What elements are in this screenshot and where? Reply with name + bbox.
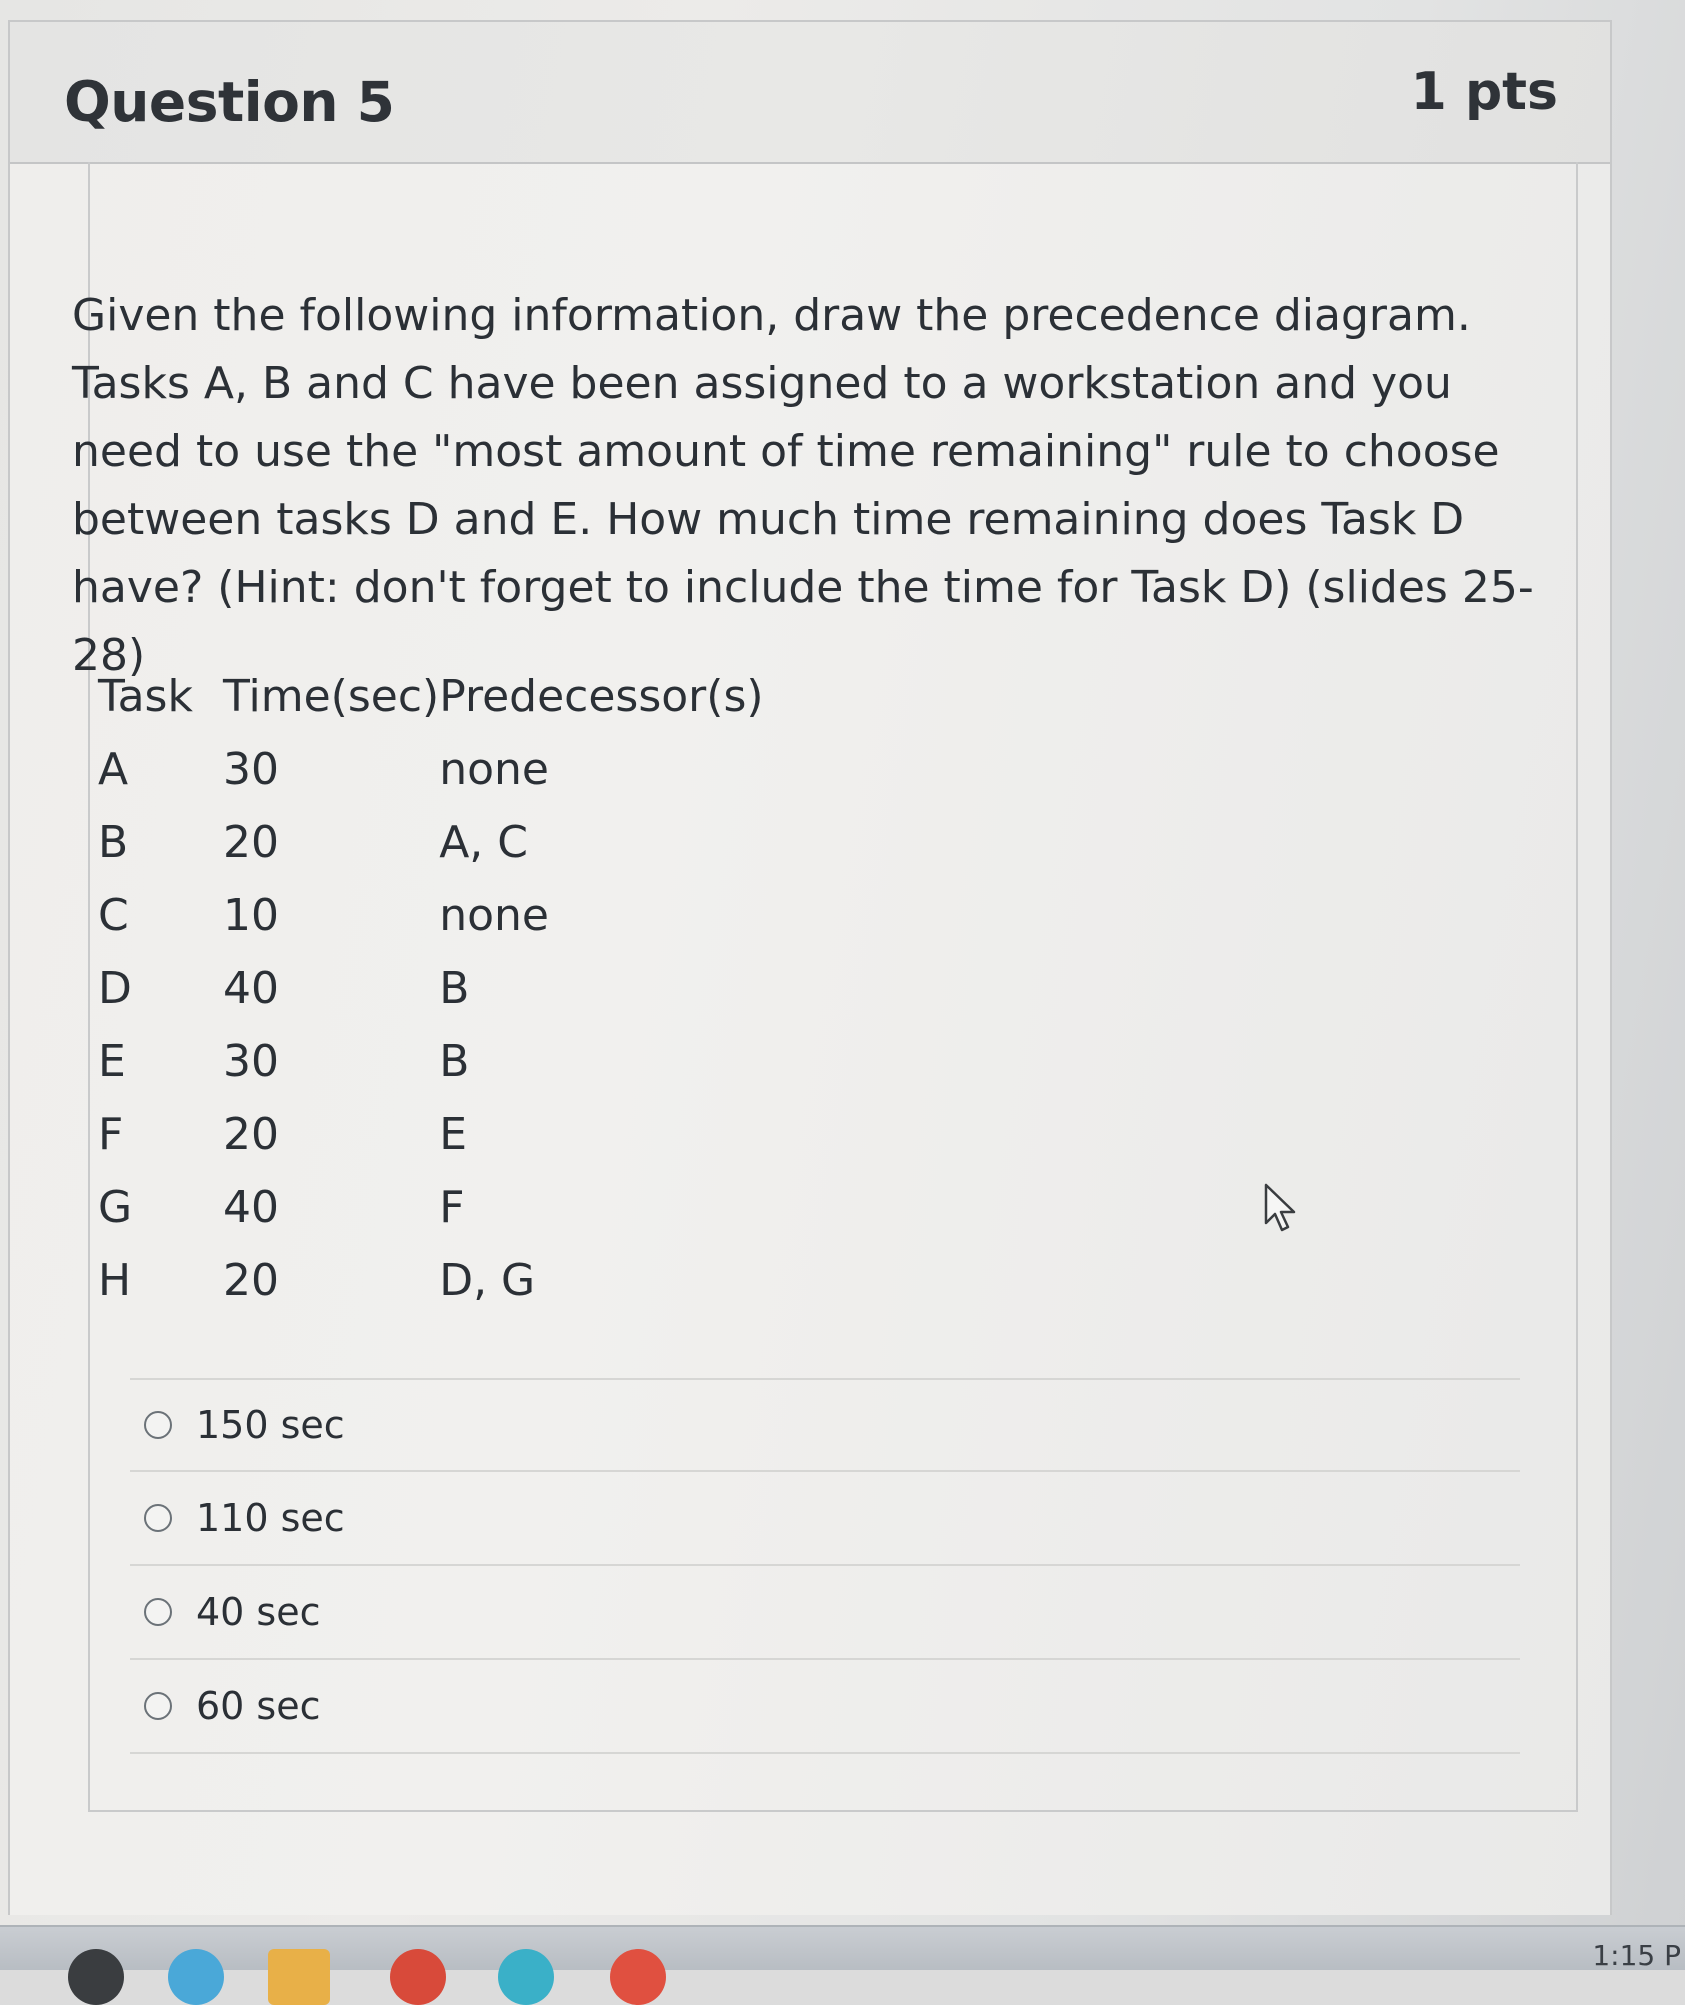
predecessor-cell: E xyxy=(439,1109,468,1160)
answer-option[interactable] xyxy=(130,1472,1520,1566)
radio-button[interactable] xyxy=(144,1598,172,1626)
app-icon-3[interactable] xyxy=(498,1949,554,2005)
time-cell: 30 xyxy=(223,744,279,795)
predecessor-cell: B xyxy=(439,963,470,1014)
answer-list xyxy=(130,1378,1520,1754)
time-cell: 10 xyxy=(223,890,279,941)
task-cell: B xyxy=(98,817,129,868)
predecessor-cell: none xyxy=(439,890,549,941)
app-icon-4[interactable] xyxy=(610,1949,666,2005)
answer-option[interactable] xyxy=(130,1378,1520,1472)
table-header-predecessors: Predecessor(s) xyxy=(439,671,764,722)
time-cell: 30 xyxy=(223,1036,279,1087)
folder-icon[interactable] xyxy=(268,1949,330,2005)
task-cell: G xyxy=(98,1182,133,1233)
question-title: Question 5 xyxy=(64,70,395,134)
predecessor-cell: none xyxy=(439,744,549,795)
time-cell: 40 xyxy=(223,963,279,1014)
task-cell: H xyxy=(98,1255,132,1306)
predecessor-cell: A, C xyxy=(439,817,528,868)
table-row xyxy=(98,952,764,1025)
time-cell: 20 xyxy=(223,1109,279,1160)
taskbar-clock[interactable]: 1:15 P xyxy=(1592,1939,1681,1972)
answer-label[interactable]: 40 sec xyxy=(196,1590,321,1634)
table-header-time: Time(sec) xyxy=(223,671,440,722)
table-header-row xyxy=(98,660,764,733)
table-row xyxy=(98,806,764,879)
app-icon-1[interactable] xyxy=(168,1949,224,2005)
question-points: 1 pts xyxy=(1410,62,1558,122)
answer-label[interactable]: 60 sec xyxy=(196,1684,321,1728)
answer-label[interactable]: 110 sec xyxy=(196,1496,345,1540)
predecessor-cell: D, G xyxy=(439,1255,536,1306)
time-cell: 20 xyxy=(223,817,279,868)
notification-badge-icon[interactable] xyxy=(68,1949,124,2005)
question-header xyxy=(10,22,1610,164)
radio-button[interactable] xyxy=(144,1411,172,1439)
taskbar xyxy=(0,1925,1685,1970)
task-cell: D xyxy=(98,963,132,1014)
table-row xyxy=(98,733,764,806)
table-row xyxy=(98,879,764,952)
task-table xyxy=(98,660,764,1317)
time-cell: 40 xyxy=(223,1182,279,1233)
task-cell: C xyxy=(98,890,129,941)
mouse-cursor-icon xyxy=(1262,1183,1302,1233)
answer-label[interactable]: 150 sec xyxy=(196,1403,345,1447)
table-row xyxy=(98,1025,764,1098)
table-row xyxy=(98,1244,764,1317)
answer-option[interactable] xyxy=(130,1660,1520,1754)
radio-button[interactable] xyxy=(144,1504,172,1532)
predecessor-cell: B xyxy=(439,1036,470,1087)
time-cell: 20 xyxy=(223,1255,279,1306)
question-text: Given the following information, draw the precedence diagram. Tasks A, B and C have been assigned to a workstation and you need to use the "most amount of time remaining" rule to choose between tasks D and E. How much time remaining does Task D have? (Hint: don't forget to include the time for Task D) (slides 25-28) xyxy=(72,290,1534,681)
task-cell: E xyxy=(98,1036,126,1087)
table-header-task: Task xyxy=(98,671,193,722)
predecessor-cell: F xyxy=(439,1182,465,1233)
task-cell: A xyxy=(98,744,129,795)
answer-option[interactable] xyxy=(130,1566,1520,1660)
table-row xyxy=(98,1171,764,1244)
task-cell: F xyxy=(98,1109,124,1160)
app-icon-2[interactable] xyxy=(390,1949,446,2005)
table-row xyxy=(98,1098,764,1171)
radio-button[interactable] xyxy=(144,1692,172,1720)
